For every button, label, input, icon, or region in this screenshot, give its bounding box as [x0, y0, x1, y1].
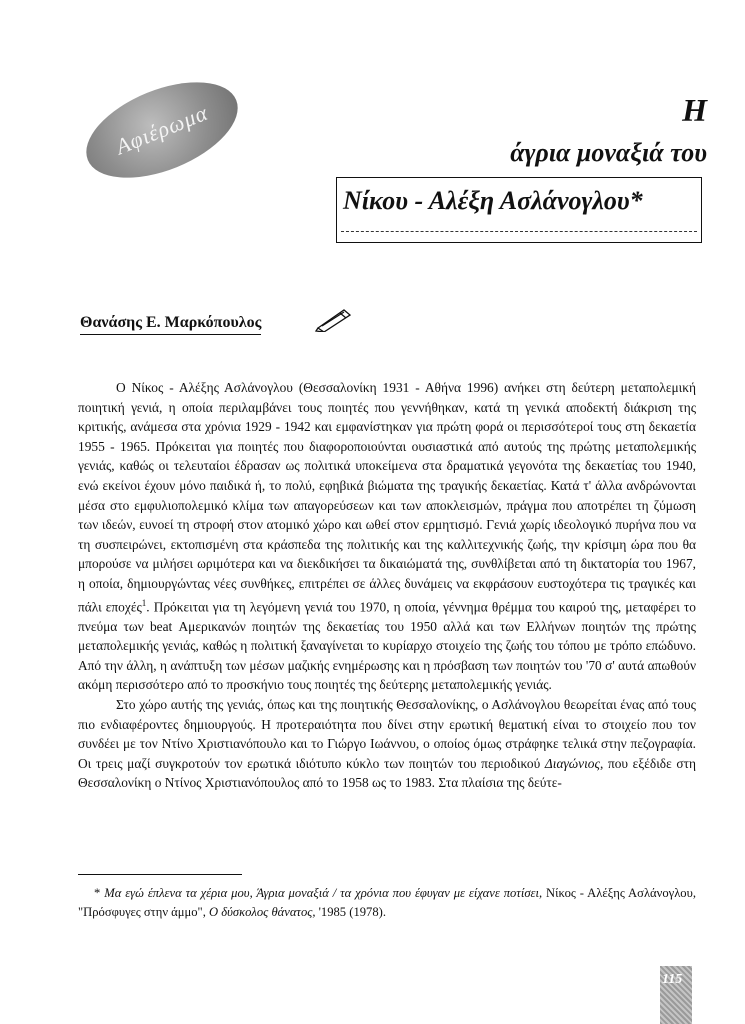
title-line: άγρια μοναξιά του	[510, 138, 707, 167]
badge-label: Αφιέρωμα	[112, 99, 212, 160]
paragraph-text: Στο χώρο αυτής της γενιάς, όπως και της ποιητικής Θεσσαλονίκης, ο Ασλάνογλου θεωρείται ένας από τους πιο ενδιαφέροντες δημιουργούς. Η προτεραιότητα που δίνει στην ερωτική θεματική είναι το στοιχείο που τον συνδέει με τον Ντίνο Χριστιανόπουλο και το Γιώργο Ιωάννου, ο οποίος όμως στράφηκε τελικά στην πεζογραφία. Οι τρεις μαζί συγκροτούν τον ερωτικά ιδιότυπο κύκλο των ποιητών του περιοδικού	[78, 696, 696, 771]
page-number-box	[660, 966, 692, 1024]
title-letter: Η	[682, 92, 707, 128]
footnote-ref: 1	[141, 597, 147, 608]
footnote-marker: *	[94, 886, 101, 900]
footnote-rule	[78, 874, 242, 875]
journal-title: Διαγώνιος	[544, 755, 600, 771]
footnote-book: Ο δύσκολος θάνατος,	[209, 905, 316, 919]
paragraph-text: . Πρόκειται για τη λεγόμενη γενιά του 1970, η οποία, γέννημα θρέμμα του καιρού της, μεταφέρει το πνεύμα των beat Αμερικανών ποιητών της δεκαετίας του 1950 αλλά και των Ελλήνων ποιητών της πρώτης μεταπολεμικής γενιάς, καθώς η πολιτική ξαναγίνεται το κυρίαρχο στοιχείο της ζωής του τόπου με τρόπο επώδυνο. Από την άλλη, η ανάπτυξη των μέσων μαζικής ενημέρωσης και η πρόσβαση των ποιητών του '70 σ' αυτά απωθούν ακόμη περισσότερο από το προσκήνιο τους ποιητές της δεύτερης μεταπολεμικής γενιάς.	[78, 599, 696, 693]
footnote	[78, 884, 696, 922]
paragraph-text: Ο Νίκος - Αλέξης Ασλάνογλου (Θεσσαλονίκη 1931 - Αθήνα 1996) ανήκει στη δεύτερη μεταπολεμική ποιητική γενιά, η οποία περιλαμβάνει τους ποιητές που γεννήθηκαν, κατά τη γενικά αποδεκτή διάκριση της κριτικής, ανάμεσα στα χρόνια 1929 - 1942 και εμφανίστηκαν για πρώτη φορά οι περισσότεροί τους στη δεκαετία 1955 - 1965. Πρόκειται για ποιητές που διαφοροποιούνται ουσιαστικά από αυτούς της πρώτης μεταπολεμικής γενιάς, καθώς οι τελευταίοι έδρασαν ως πολιτικά υποκείμενα στα δραματικά γεγονότα της δεκαετίας του 1940, ενώ εκείνοι έχουν μόνο παιδικά ή, το πολύ, εφηβικά βιώματα της τραγικής δεκαετίας. Κατά τ' άλλα ανδρώνονται μέσα στο εμφυλιοπολεμικό κλίμα των απαγορεύσεων και των αποκλεισμών, πράγμα που αποτρέπει τη ζύμωση των ιδεών, ευνοεί τη στροφή στον ατομικό χώρο και ωθεί στον ερμητισμό. Γενιά χωρίς ιδεολογικό πυρήνα που να τη συσπειρώνει, εκτοπισμένη στα κράσπεδα της πολιτικής και της καλλιτεχνικής ζωής, την κρίσιμη ώρα που θα μπορούσε να μιλήσει ωριμότερα και να διεκδικήσει τα δικαιώματά της, συνθλίβεται από τη δικτατορία του 1967, η οποία, δημιουργώντας νέες συνθήκες, επιτρέπει σε άλλες δυνάμεις να εκφράσουν ευστοχότερα τις τραγικές και πάλι εποχές	[78, 380, 696, 614]
footnote-source: Νίκος - Αλέξης Ασλάνογλου, "Πρόσφυγες στην άμμο",	[78, 886, 696, 919]
author-name: Θανάσης Ε. Μαρκόπουλος	[80, 314, 261, 335]
poet-name: Νίκου - Αλέξη Ασλάνογλου*	[343, 186, 643, 215]
paragraph	[78, 378, 696, 695]
section-badge	[73, 63, 251, 197]
footnote-quote: Μα εγώ έπλενα τα χέρια μου, Άγρια μοναξιά / τα χρόνια που έφυγαν με είχανε ποτίσει,	[104, 886, 543, 900]
poet-name-box	[336, 177, 702, 243]
page-number: 115	[662, 972, 683, 987]
footnote-year: '1985 (1978).	[315, 905, 386, 919]
article-body	[78, 378, 696, 793]
paragraph	[78, 695, 696, 793]
dashed-divider	[341, 231, 697, 232]
pencil-icon	[314, 306, 354, 332]
paragraph-text: , που εξέδιδε στη Θεσσαλονίκη ο Ντίνος Χριστιανόπουλος από το 1958 ως το 1983. Στα πλαίσια της δεύτε-	[78, 755, 696, 791]
